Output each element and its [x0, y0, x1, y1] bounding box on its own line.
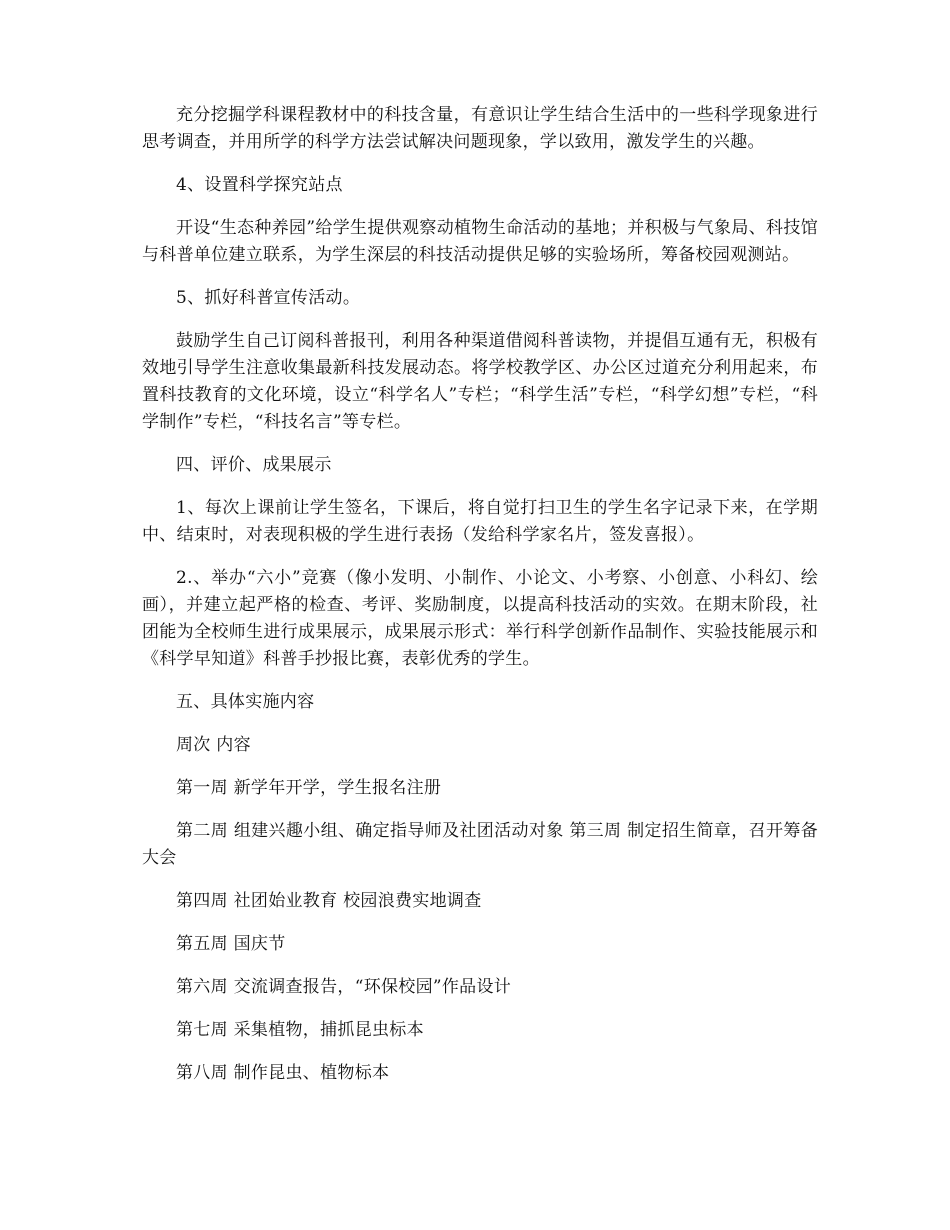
paragraph-evaluation-1: 1、每次上课前让学生签名，下课后，将自觉打扫卫生的学生名字记录下来，在学期中、结束时，对表现积极的学生进行表扬（发给科学家名片，签发喜报）。 — [142, 498, 818, 545]
paragraph-science-station: 开设“生态种养园”给学生提供观察动植物生命活动的基地；并积极与气象局、科技馆与科普单位建立联系，为学生深层的科技活动提供足够的实验场所，筹备校园观测站。 — [142, 218, 818, 265]
schedule-week-2-3: 第二周 组建兴趣小组、确定指导师及社团活动对象 第三周 制定招生简章，召开筹备大会 — [142, 821, 818, 868]
schedule-week-4: 第四周 社团始业教育 校园浪费实地调查 — [176, 891, 482, 911]
schedule-week-1: 第一周 新学年开学，学生报名注册 — [176, 778, 442, 798]
schedule-week-7: 第七周 采集植物，捕抓昆虫标本 — [176, 1020, 424, 1040]
schedule-week-6: 第六周 交流调查报告，“环保校园”作品设计 — [176, 977, 512, 997]
paragraph-intro: 充分挖掘学科课程教材中的科技含量，有意识让学生结合生活中的一些科学现象进行思考调查，并用所学的科学方法尝试解决问题现象，学以致用，激发学生的兴趣。 — [142, 105, 818, 152]
schedule-header: 周次 内容 — [176, 735, 251, 755]
schedule-week-8: 第八周 制作昆虫、植物标本 — [176, 1063, 390, 1083]
schedule-week-5: 第五周 国庆节 — [176, 934, 286, 954]
heading-evaluation: 四、评价、成果展示 — [176, 455, 332, 475]
heading-science-station: 4、设置科学探究站点 — [176, 175, 343, 195]
paragraph-evaluation-2: 2.、举办“六小”竞赛（像小发明、小制作、小论文、小考察、小创意、小科幻、绘画），并建立起严格的检查、考评、奖励制度，以提高科技活动的实效。在期末阶段，社团能为全校师生进行成果展示，成果展示形式：举行科学创新作品制作、实验技能展示和《科学早知道》科普手抄报比赛，表彰优秀的学生。 — [142, 568, 818, 669]
document-page — [142, 102, 818, 1103]
paragraph-science-publicity: 鼓励学生自己订阅科普报刊，利用各种渠道借阅科普读物，并提倡互通有无，积极有效地引导学生注意收集最新科技发展动态。将学校教学区、办公区过道充分利用起来，布置科技教育的文化环境，设立“科学名人”专栏；“科学生活”专栏，“科学幻想”专栏，“科学制作”专栏，“科技名言”等专栏。 — [142, 331, 818, 432]
heading-science-publicity: 5、抓好科普宣传活动。 — [176, 288, 361, 308]
heading-implementation: 五、具体实施内容 — [176, 692, 315, 712]
